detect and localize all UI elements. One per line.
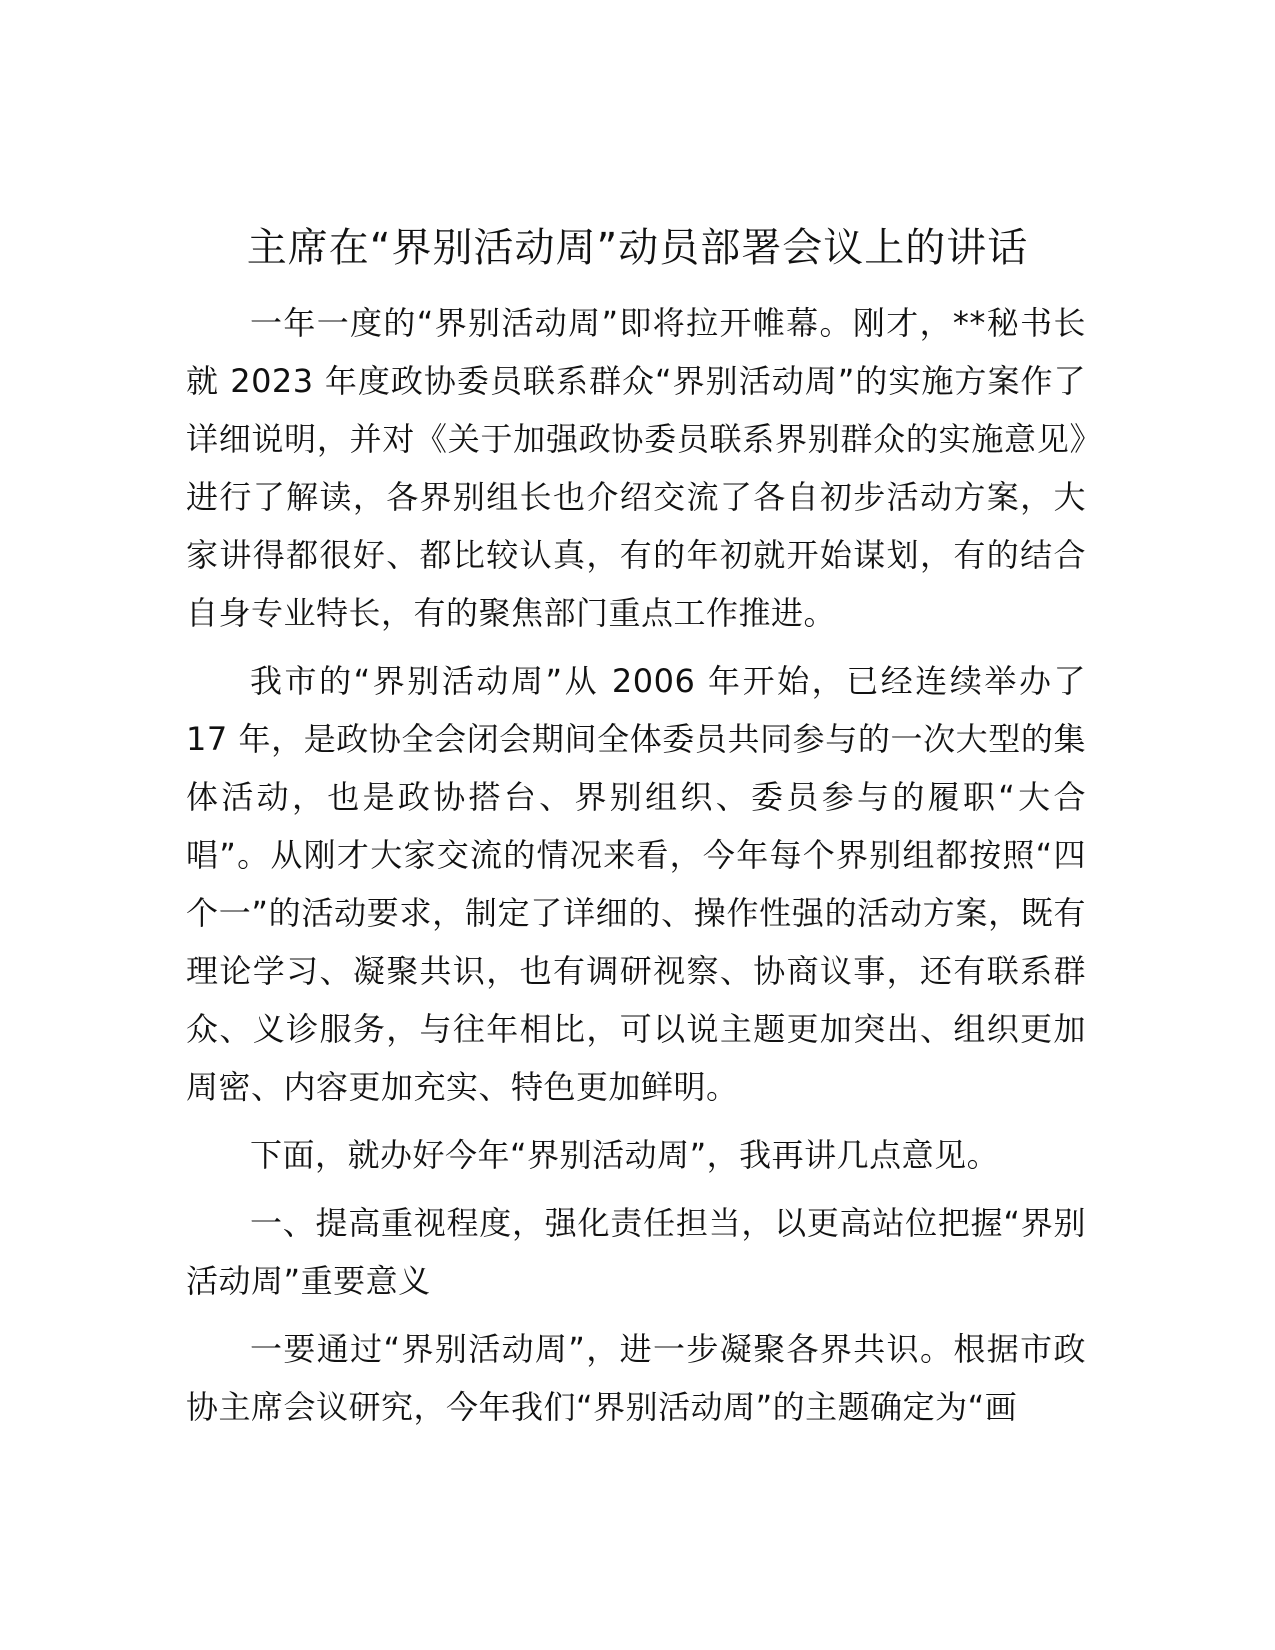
paragraph-history: 我市的“界别活动周”从 2006 年开始，已经连续举办了 17 年，是政协全会闭会期间全体委员共同参与的一次大型的集体活动，也是政协搭台、界别组织、委员参与的履职“大合唱”。从刚才大家交流的情况来看，今年每个界别组都按照“四个一”的活动要求，制定了详细的、操作性强的活动方案，既有理论学习、凝聚共识，也有调研视察、协商议事，还有联系群众、义诊服务，与往年相比，可以说主题更加突出、组织更加周密、内容更加充实、特色更加鲜明。 (186, 662, 1086, 1106)
section-heading-1: 一、提高重视程度，强化责任担当，以更高站位把握“界别活动周”重要意义 (186, 1204, 1086, 1300)
paragraph-point-1: 一要通过“界别活动周”，进一步凝聚各界共识。根据市政协主席会议研究，今年我们“界别活动周”的主题确定为“画 (186, 1330, 1086, 1426)
document-body (186, 294, 1086, 1446)
document-title: 主席在“界别活动周”动员部署会议上的讲话 (246, 225, 1029, 271)
paragraph-intro: 一年一度的“界别活动周”即将拉开帷幕。刚才，**秘书长就 2023 年度政协委员联系群众“界别活动周”的实施方案作了详细说明，并对《关于加强政协委员联系界别群众的实施意见》进行了解读，各界别组长也介绍交流了各自初步活动方案，大家讲得都很好、都比较认真，有的年初就开始谋划，有的结合自身专业特长，有的聚焦部门重点工作推进。 (186, 304, 1086, 632)
paragraph-transition: 下面，就办好今年“界别活动周”，我再讲几点意见。 (250, 1136, 1000, 1174)
